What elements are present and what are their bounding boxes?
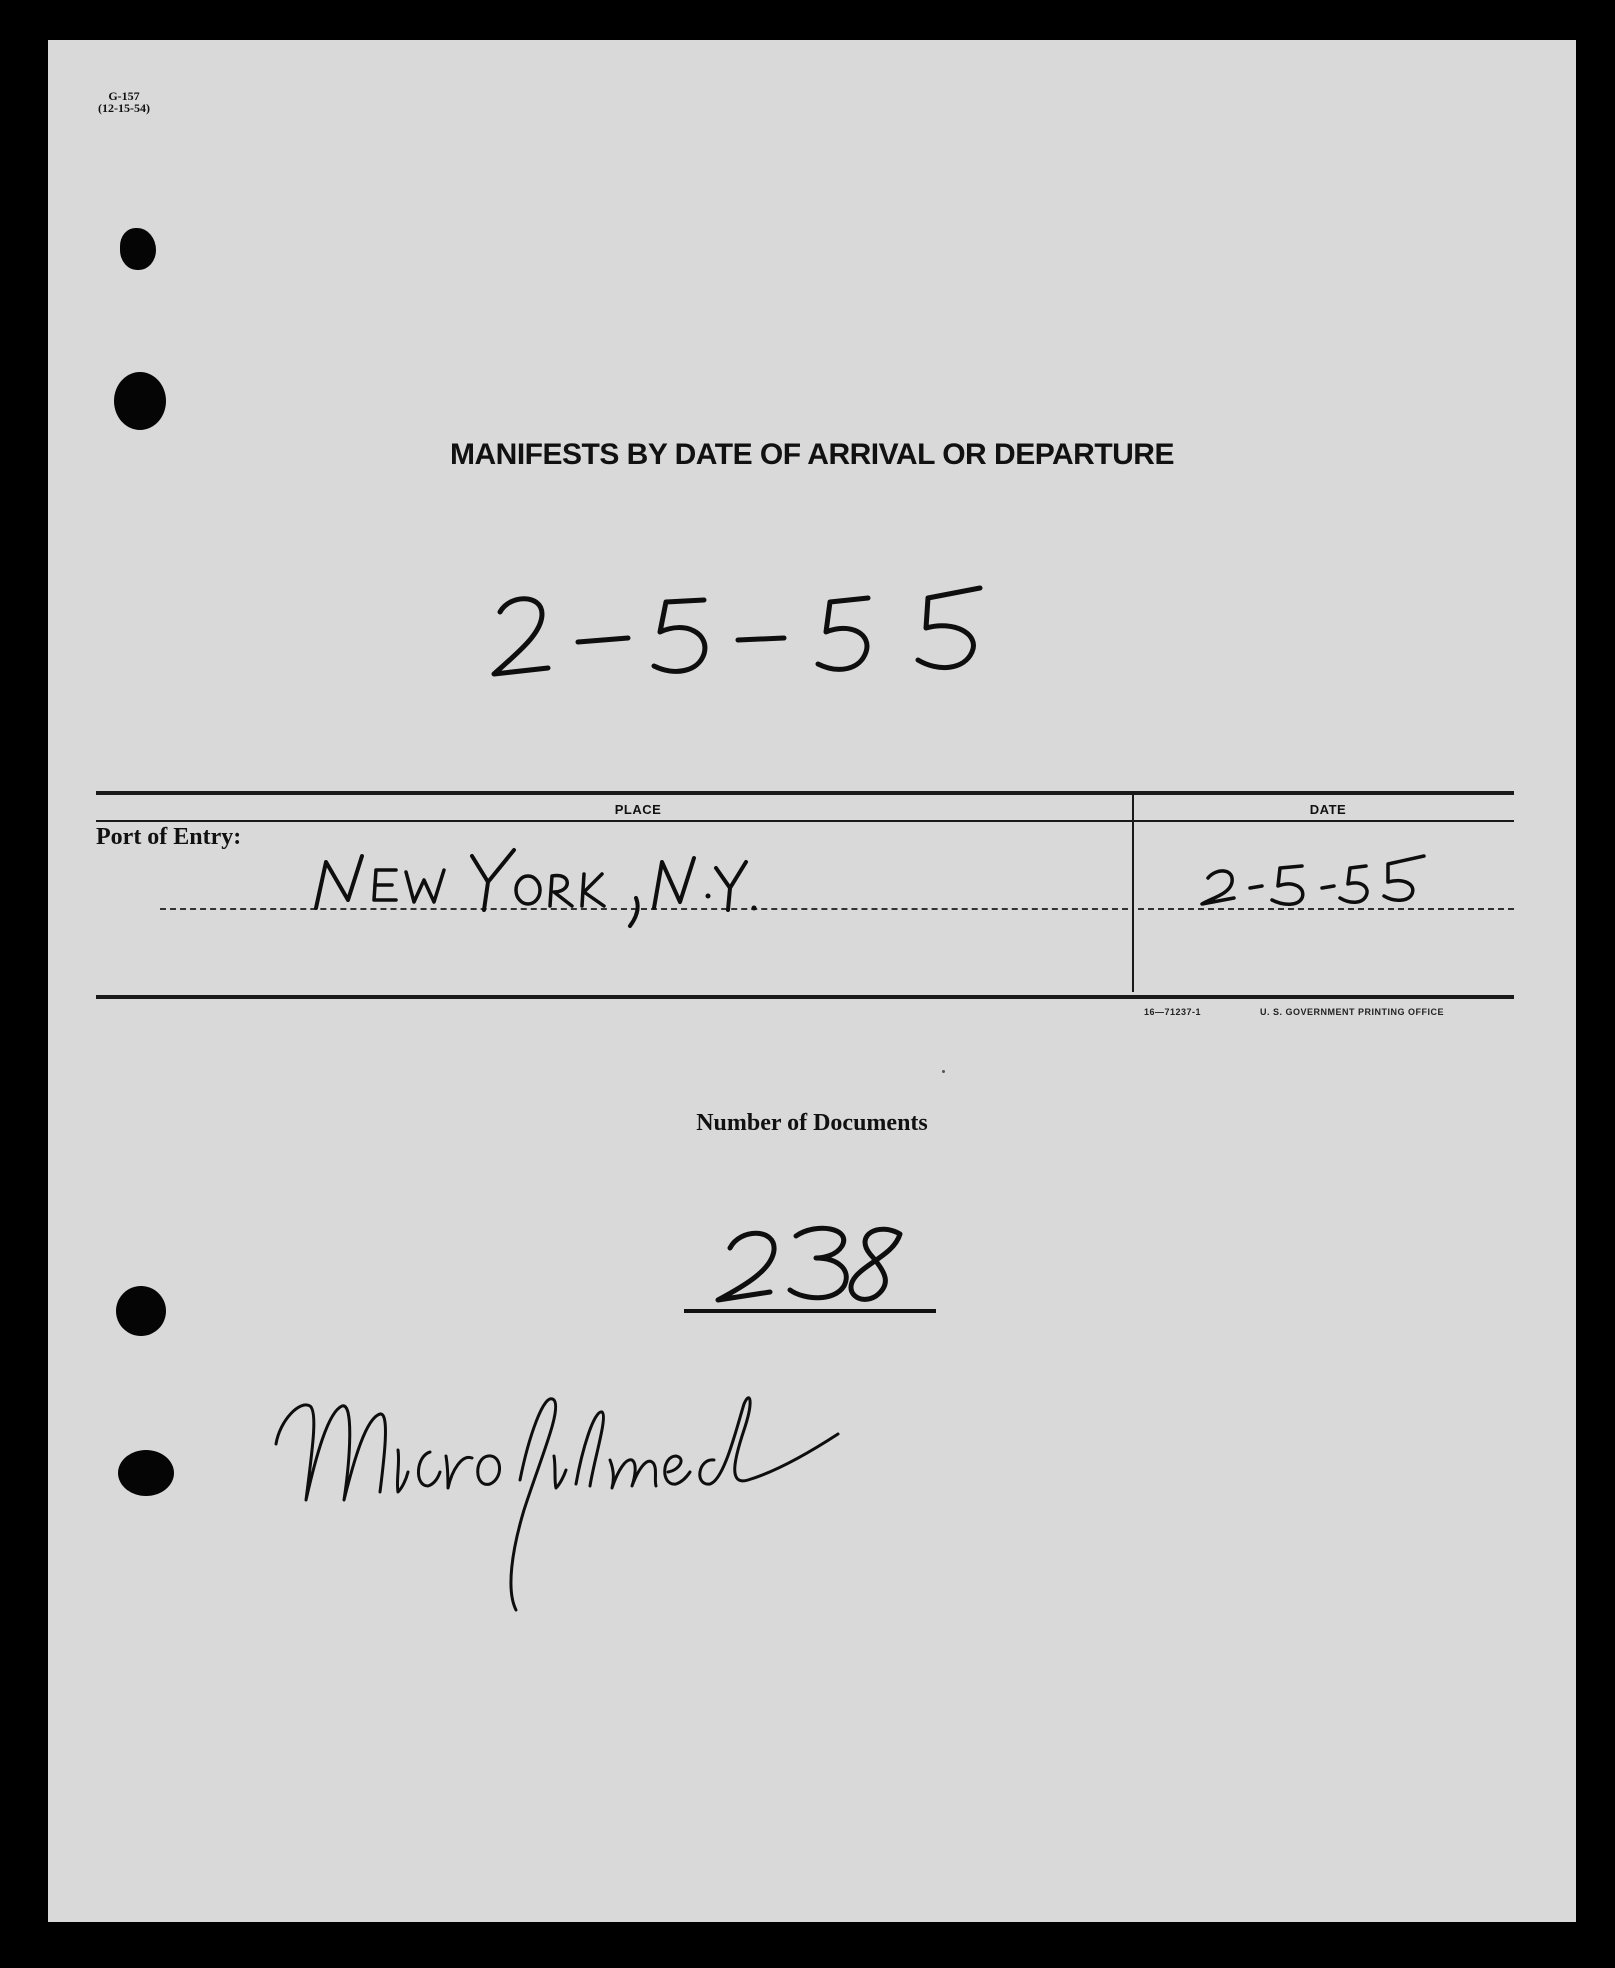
form-number-code: G-157 [108,89,140,103]
form-number [98,90,150,114]
handwritten-place [310,848,850,928]
microfilmed-annotation [258,1360,898,1620]
paper-speck [942,1070,945,1073]
place-column-header: PLACE [614,802,662,817]
punch-hole-2 [114,372,166,430]
table-top-rule [96,791,1514,795]
form-revision-date: (12-15-54) [98,101,150,115]
punch-hole-1 [120,228,156,270]
handwritten-date [488,580,1008,690]
document-count-underline [684,1309,936,1313]
date-column-header: DATE [1309,802,1347,817]
table-bottom-rule [96,995,1514,999]
printer-office: U. S. GOVERNMENT PRINTING OFFICE [1260,1007,1445,1017]
table-column-divider [1132,792,1134,992]
handwritten-entry-date [1198,852,1438,912]
number-of-documents-label: Number of Documents [696,1110,928,1136]
port-of-entry-label: Port of Entry: [96,824,242,850]
punch-hole-3 [116,1286,166,1336]
handwritten-document-count [704,1220,924,1310]
page-title: MANIFESTS BY DATE OF ARRIVAL OR DEPARTURE [450,438,1174,471]
table-header-rule [96,820,1514,822]
printer-code: 16—71237-1 [1144,1007,1202,1017]
punch-hole-4 [118,1450,174,1496]
manifest-cover-sheet [48,40,1576,1922]
